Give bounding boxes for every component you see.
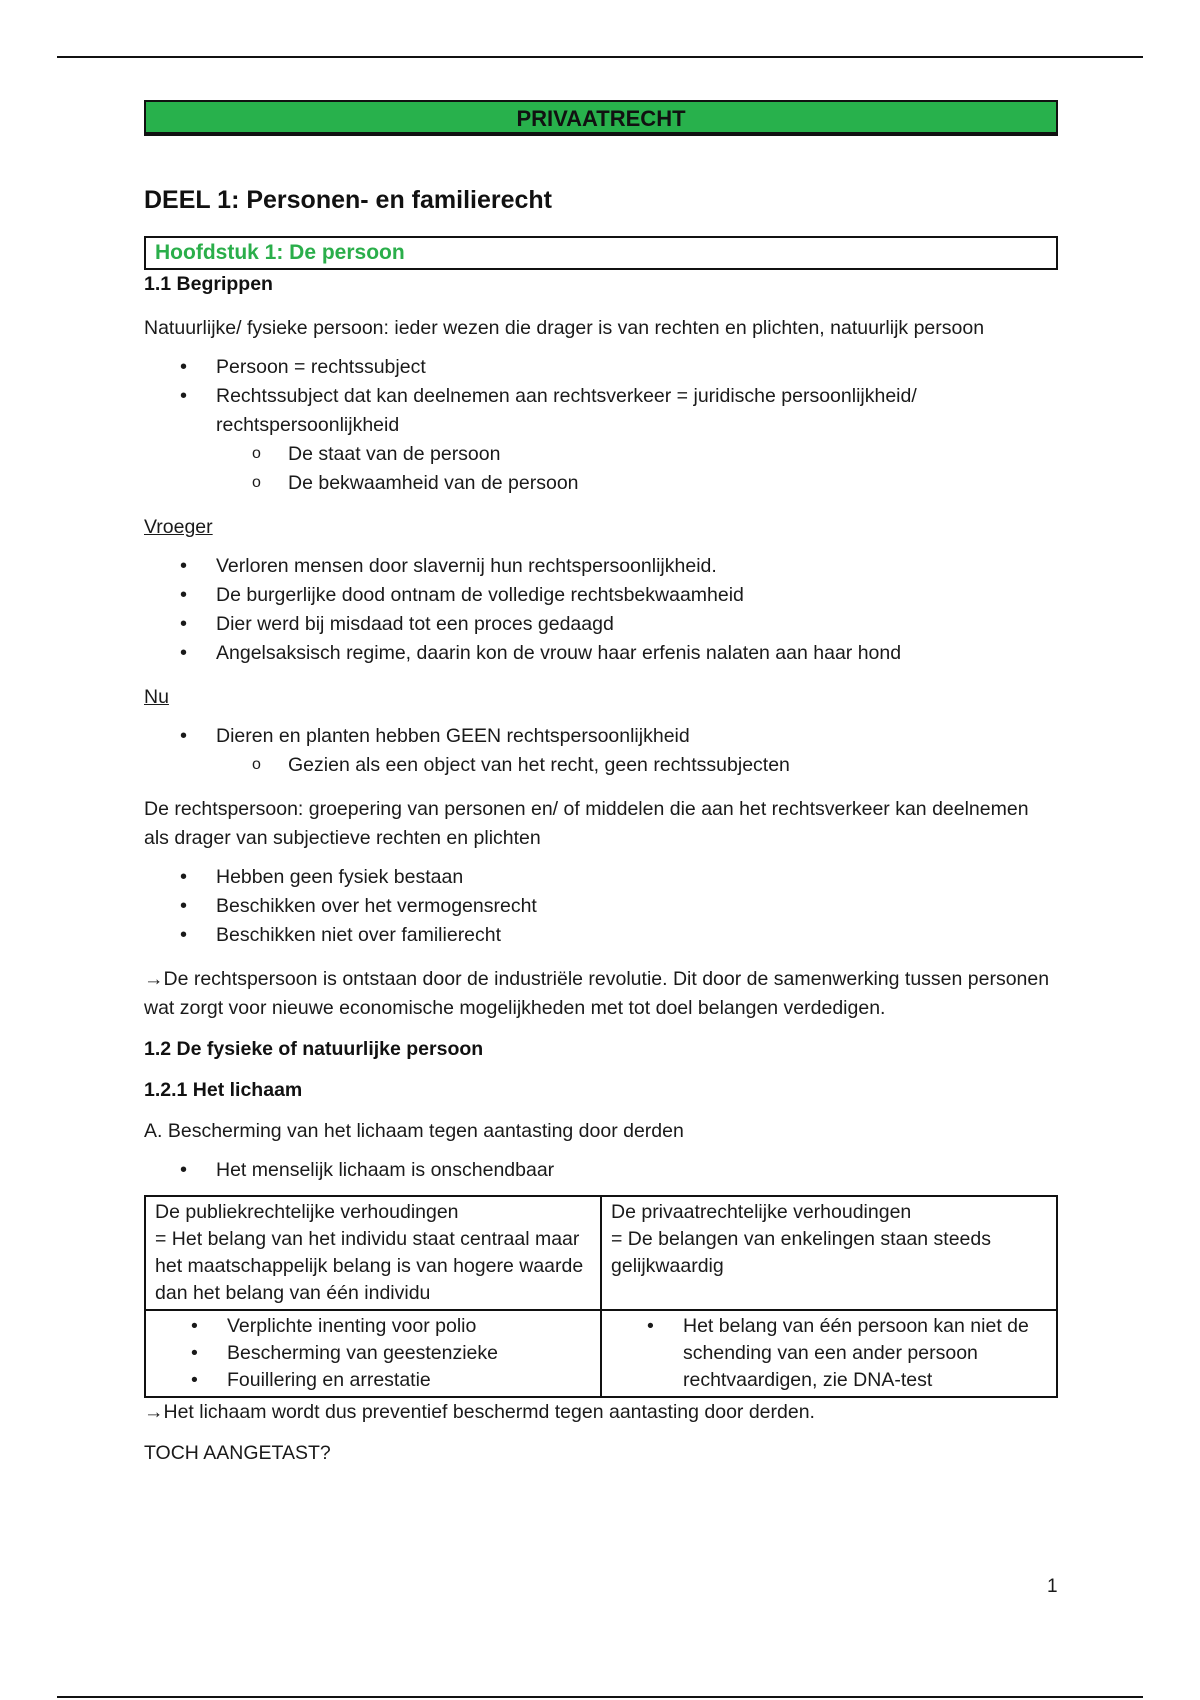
section-heading-1-2-1: 1.2.1 Het lichaam: [144, 1079, 303, 1101]
list-item: • Angelsaksisch regime, daarin kon de vrouw haar erfenis nalaten aan haar hond: [144, 639, 1058, 668]
table-row: [145, 1196, 1057, 1310]
table-cell-publiek-items: [145, 1310, 601, 1397]
header-rule: [57, 56, 1143, 58]
list-item: • Beschikken niet over familierecht: [144, 921, 1058, 950]
paragraph-rechtspersoon: De rechtspersoon: groepering van personen en/ of middelen die aan het rechtsverkeer kan deelnemen als drager van subjectieve rechten en plichten: [144, 798, 1029, 849]
cell-text: De privaatrechtelijke verhoudingen = De belangen van enkelingen staan steeds gelijkwaardig: [611, 1201, 991, 1277]
list-begrippen: [144, 353, 1058, 498]
table-row: [145, 1310, 1057, 1397]
sub-list-item: o De bekwaamheid van de persoon: [216, 469, 1058, 498]
list-item: • Fouillering en arrestatie: [155, 1367, 591, 1394]
paragraph-ontstaan: →De rechtspersoon is ontstaan door de industriële revolutie. Dit door de samenwerking tussen personen wat zorgt voor nieuwe economische mogelijkheden met tot doel belangen verdedigen.: [144, 968, 1050, 1019]
comparison-table: [144, 1195, 1058, 1398]
sub-list-item: o Gezien als een object van het recht, geen rechtssubjecten: [216, 751, 1058, 780]
table-cell-privaat-header: [601, 1196, 1057, 1310]
section-heading-1-2: 1.2 De fysieke of natuurlijke persoon: [144, 1038, 484, 1060]
paragraph-natuurlijk-persoon: Natuurlijke/ fysieke persoon: ieder wezen die drager is van rechten en plichten, natuurlijk persoon: [144, 317, 985, 339]
document-page: [144, 100, 1058, 1468]
table-list: [155, 1313, 591, 1394]
list-item: • Bescherming van geestenzieke: [155, 1340, 591, 1367]
table-cell-publiek-header: [145, 1196, 601, 1310]
footer-rule: [57, 1696, 1143, 1698]
document-title: PRIVAATRECHT: [144, 100, 1058, 134]
list-lichaam: [144, 1156, 1058, 1185]
chapter-heading: Hoofdstuk 1: De persoon: [144, 236, 1058, 270]
table-cell-privaat-items: [601, 1310, 1057, 1397]
list-item: • Persoon = rechtssubject: [144, 353, 1058, 382]
label-nu: Nu: [144, 686, 169, 708]
cell-text: De publiekrechtelijke verhoudingen = Het belang van het individu staat centraal maar het maatschappelijk belang is van hogere waarde dan het belang van één individu: [155, 1201, 584, 1304]
list-item: • Hebben geen fysiek bestaan: [144, 863, 1058, 892]
list-item-text: Rechtssubject dat kan deelnemen aan rechtsverkeer = juridische persoonlijkheid/ rechtspersoonlijkheid: [216, 385, 917, 436]
table-list: [611, 1313, 1047, 1394]
section-heading-1-1: 1.1 Begrippen: [144, 273, 273, 295]
sub-list-begrippen: [216, 440, 1058, 498]
list-nu: [144, 722, 1058, 780]
page-number: 1: [1047, 1576, 1058, 1597]
label-vroeger: Vroeger: [144, 516, 213, 538]
sub-list-nu: [216, 751, 1058, 780]
list-item: • Verloren mensen door slavernij hun rechtspersoonlijkheid.: [144, 552, 1058, 581]
part-heading: DEEL 1: Personen- en familierecht: [144, 186, 552, 214]
list-item: • Verplichte inenting voor polio: [155, 1313, 591, 1340]
list-item: • Het menselijk lichaam is onschendbaar: [144, 1156, 1058, 1185]
list-item: [144, 382, 1058, 498]
list-vroeger: [144, 552, 1058, 668]
list-item: • Dier werd bij misdaad tot een proces gedaagd: [144, 610, 1058, 639]
list-item-text: Dieren en planten hebben GEEN rechtspersoonlijkheid: [216, 725, 690, 747]
paragraph-bescherming: A. Bescherming van het lichaam tegen aantasting door derden: [144, 1120, 684, 1142]
sub-list-item: o De staat van de persoon: [216, 440, 1058, 469]
paragraph-toch-aangetast: TOCH AANGETAST?: [144, 1442, 331, 1464]
list-rechtspersoon: [144, 863, 1058, 950]
list-item: [144, 722, 1058, 780]
list-item: • Het belang van één persoon kan niet de schending van een ander persoon rechtvaardigen, zie DNA-test: [611, 1313, 1047, 1394]
paragraph-preventief: →Het lichaam wordt dus preventief beschermd tegen aantasting door derden.: [144, 1401, 815, 1423]
list-item: • De burgerlijke dood ontnam de volledige rechtsbekwaamheid: [144, 581, 1058, 610]
list-item: • Beschikken over het vermogensrecht: [144, 892, 1058, 921]
